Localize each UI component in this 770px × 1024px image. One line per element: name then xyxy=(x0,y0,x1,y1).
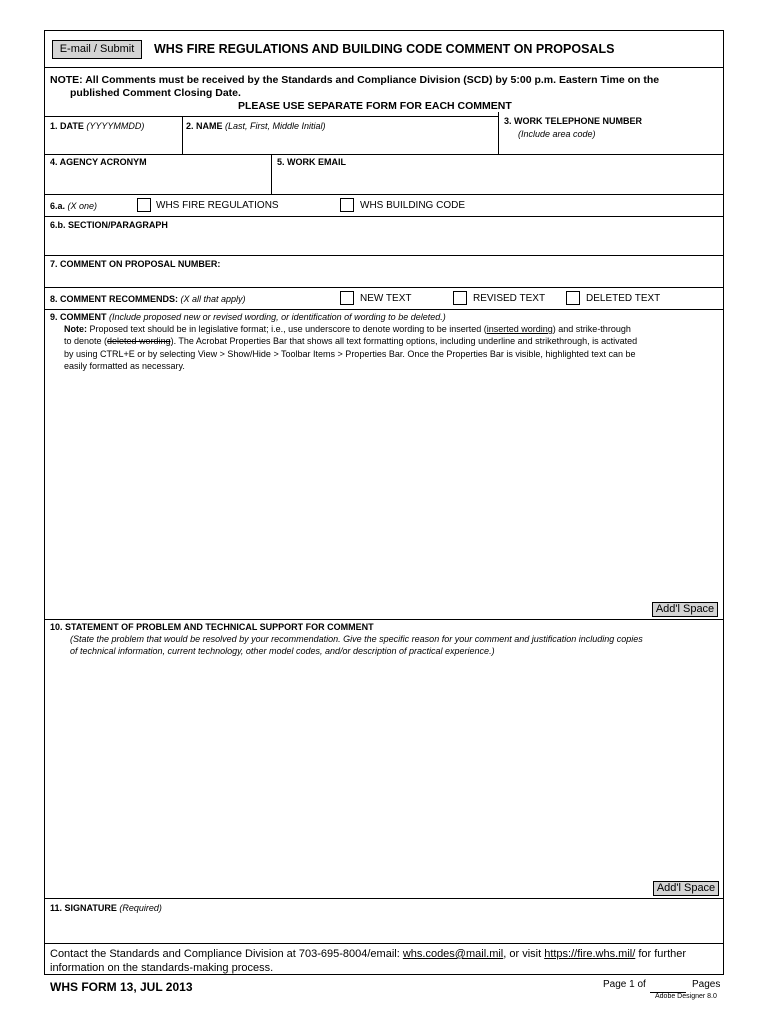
agency-label: 4. AGENCY ACRONYM xyxy=(50,157,147,167)
email-field[interactable] xyxy=(273,170,722,192)
revised-text-label: REVISED TEXT xyxy=(473,293,546,304)
form-title: WHS FIRE REGULATIONS AND BUILDING CODE COMMENT ON PROPOSALS xyxy=(154,42,615,56)
pages-label: Pages xyxy=(692,979,721,990)
comment-field[interactable] xyxy=(46,375,722,601)
statement-hint: (State the problem that would be resolved by your recommendation. Give the specific reason for your comment and justification including copies of technical information, current technology, other model codes, and/or description of practical experience.) xyxy=(70,634,643,657)
deleted-text-checkbox[interactable] xyxy=(566,291,580,305)
date-label: 1. DATE (YYYYMMDD) xyxy=(50,121,145,131)
designer-note: Adobe Designer 8.0 xyxy=(655,993,717,1000)
building-code-label: WHS BUILDING CODE xyxy=(360,200,466,211)
divider xyxy=(498,112,499,154)
statement-field[interactable] xyxy=(46,662,722,880)
statement-addl-space-button[interactable]: Add'l Space xyxy=(653,881,719,896)
divider xyxy=(44,898,724,899)
divider xyxy=(44,116,498,117)
note-line-1: NOTE: All Comments must be received by the Standards and Compliance Division (SCD) by 5:00 p.m. Eastern Time on the xyxy=(50,74,660,86)
signature-field[interactable] xyxy=(46,915,722,941)
section-field[interactable] xyxy=(46,232,722,254)
divider xyxy=(44,255,724,256)
divider xyxy=(44,287,724,288)
email-label: 5. WORK EMAIL xyxy=(277,157,346,167)
new-text-checkbox[interactable] xyxy=(340,291,354,305)
agency-field[interactable] xyxy=(46,170,269,192)
comment-note: Note: Proposed text should be in legislative format; i.e., use underscore to denote wording to be inserted (inserted wording) and strike-through to denote (deleted wording). The Acrobat Properties Bar that shows all text formatting options, including underline and strikethrough, is activated by using CTRL+E or by selecting View > Show/Hide > Toolbar Items > Properties Bar. Once the Properties Bar is visible, highlighted text can be easily formatted as necessary. xyxy=(64,324,638,371)
signature-label: 11. SIGNATURE (Required) xyxy=(50,903,162,913)
phone-field[interactable] xyxy=(500,140,722,152)
note-line-2: published Comment Closing Date. xyxy=(70,87,241,99)
contact-info: Contact the Standards and Compliance Division at 703-695-8004/email: whs.codes@mail.mil, or visit https://fire.whs.mil/ for further information on the standards-making process. xyxy=(50,948,687,974)
email-submit-button[interactable]: E-mail / Submit xyxy=(52,40,142,59)
contact-website-link[interactable]: https://fire.whs.mil/ xyxy=(544,948,636,960)
divider xyxy=(44,619,724,620)
divider xyxy=(44,154,724,155)
fire-regulations-checkbox[interactable] xyxy=(137,198,151,212)
new-text-label: NEW TEXT xyxy=(360,293,412,304)
page-count-field[interactable] xyxy=(650,980,686,993)
page-of-label: Page 1 of xyxy=(603,979,646,990)
recommends-label: 8. COMMENT RECOMMENDS: (X all that apply) xyxy=(50,294,246,304)
name-field[interactable] xyxy=(184,134,496,152)
form-id: WHS FORM 13, JUL 2013 xyxy=(50,980,193,994)
proposal-number-field[interactable] xyxy=(46,271,722,285)
phone-hint: (Include area code) xyxy=(518,129,596,139)
divider xyxy=(44,216,724,217)
building-code-checkbox[interactable] xyxy=(340,198,354,212)
fire-regulations-label: WHS FIRE REGULATIONS xyxy=(156,200,279,211)
contact-email-link[interactable]: whs.codes@mail.mil xyxy=(402,948,504,960)
section-label: 6.b. SECTION/PARAGRAPH xyxy=(50,220,168,230)
name-label: 2. NAME (Last, First, Middle Initial) xyxy=(186,121,326,131)
divider xyxy=(44,943,724,944)
divider xyxy=(182,116,183,154)
phone-label: 3. WORK TELEPHONE NUMBER xyxy=(504,116,643,126)
comment-addl-space-button[interactable]: Add'l Space xyxy=(652,602,718,617)
statement-label: 10. STATEMENT OF PROBLEM AND TECHNICAL SUPPORT FOR COMMENT xyxy=(50,622,374,632)
divider xyxy=(44,194,724,195)
divider xyxy=(44,309,724,310)
divider xyxy=(271,154,272,194)
note-line-3: PLEASE USE SEPARATE FORM FOR EACH COMMENT xyxy=(238,100,512,112)
proposal-number-label: 7. COMMENT ON PROPOSAL NUMBER: xyxy=(50,259,221,269)
date-field[interactable] xyxy=(46,134,180,152)
divider xyxy=(44,67,724,68)
six-a-label: 6.a. (X one) xyxy=(50,201,98,211)
revised-text-checkbox[interactable] xyxy=(453,291,467,305)
deleted-text-label: DELETED TEXT xyxy=(586,293,661,304)
comment-label: 9. COMMENT (Include proposed new or revised wording, or identification of wording to be deleted.) xyxy=(50,312,446,322)
